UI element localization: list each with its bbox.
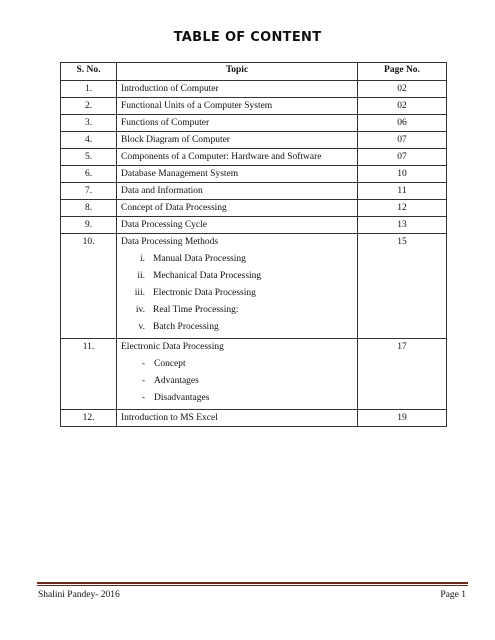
sub-topic-bullet: - [141,359,145,369]
row-page: 07 [358,149,447,166]
row-page: 13 [358,217,447,234]
row-page: 06 [358,115,447,132]
table-row [61,166,447,183]
row-topic: Concept of Data Processing [117,200,358,217]
footer-author: Shalini Pandey- 2016 [38,590,120,600]
row-sno: 9. [61,217,117,234]
row-sno: 3. [61,115,117,132]
row-page: 17 [358,339,447,410]
sub-topic-number: iii. [134,288,145,298]
table-row [61,132,447,149]
row-sno: 10. [61,234,117,339]
sub-topic-item [121,390,353,407]
header-topic: Topic [117,63,358,81]
sub-topic-text: Concept [154,359,186,369]
row-page: 10 [358,166,447,183]
table-row [61,149,447,166]
row-sno: 12. [61,410,117,427]
sub-topic-text: Disadvantages [154,393,210,403]
row-sno: 6. [61,166,117,183]
header-sno: S. No. [61,63,117,81]
sub-topic-text: Manual Data Processing [153,254,246,264]
sub-topic-number: v. [138,322,145,332]
table-row [61,183,447,200]
row-topic: Data and Information [117,183,358,200]
table-row [61,81,447,98]
sub-topic-item [121,319,353,336]
row-sno: 7. [61,183,117,200]
sub-topic-item [121,268,353,285]
row-sno: 4. [61,132,117,149]
row-topic: Functional Units of a Computer System [117,98,358,115]
sub-topic-list [121,356,353,407]
footer-page-number: Page 1 [440,590,466,600]
row-page: 02 [358,98,447,115]
row-topic: Database Management System [117,166,358,183]
row-page: 12 [358,200,447,217]
sub-topic-text: Batch Processing [153,322,219,332]
row-topic: Block Diagram of Computer [117,132,358,149]
footer-divider-thin [37,585,468,586]
sub-topic-item [121,285,353,302]
table-row [61,98,447,115]
sub-topic-bullet: - [141,376,145,386]
row-page: 19 [358,410,447,427]
sub-topic-text: Mechanical Data Processing [153,271,262,281]
table-header-row [61,63,447,81]
table-row [61,339,447,410]
row-topic: Components of a Computer: Hardware and Software [117,149,358,166]
sub-topic-number: ii. [137,271,145,281]
sub-topic-text: Electronic Data Processing [153,288,256,298]
sub-topic-item [121,251,353,268]
table-row [61,200,447,217]
sub-topic-list [121,251,353,336]
footer-divider [37,582,468,584]
sub-topic-number: i. [139,254,145,264]
row-page: 15 [358,234,447,339]
sub-topic-item [121,373,353,390]
row-topic: Data Processing Methods [121,237,219,247]
sub-topic-bullet: - [141,393,145,403]
row-topic: Data Processing Cycle [117,217,358,234]
row-sno: 1. [61,81,117,98]
row-sno: 11. [61,339,117,410]
sub-topic-item [121,356,353,373]
sub-topic-text: Advantages [154,376,199,386]
row-page: 02 [358,81,447,98]
table-row [61,217,447,234]
row-sno: 2. [61,98,117,115]
toc-table [60,62,447,427]
page-title: TABLE OF CONTENT [173,30,322,45]
table-row [61,115,447,132]
row-topic: Electronic Data Processing [121,342,224,352]
row-topic-with-sublist [117,234,358,339]
row-topic: Introduction of Computer [117,81,358,98]
row-page: 07 [358,132,447,149]
row-sno: 5. [61,149,117,166]
row-topic-with-sublist [117,339,358,410]
sub-topic-text: Real Time Processing: [153,305,239,315]
row-topic: Introduction to MS Excel [117,410,358,427]
table-row [61,234,447,339]
sub-topic-number: iv. [135,305,145,315]
table-row [61,410,447,427]
row-sno: 8. [61,200,117,217]
header-page: Page No. [358,63,447,81]
sub-topic-item [121,302,353,319]
row-topic: Functions of Computer [117,115,358,132]
row-page: 11 [358,183,447,200]
